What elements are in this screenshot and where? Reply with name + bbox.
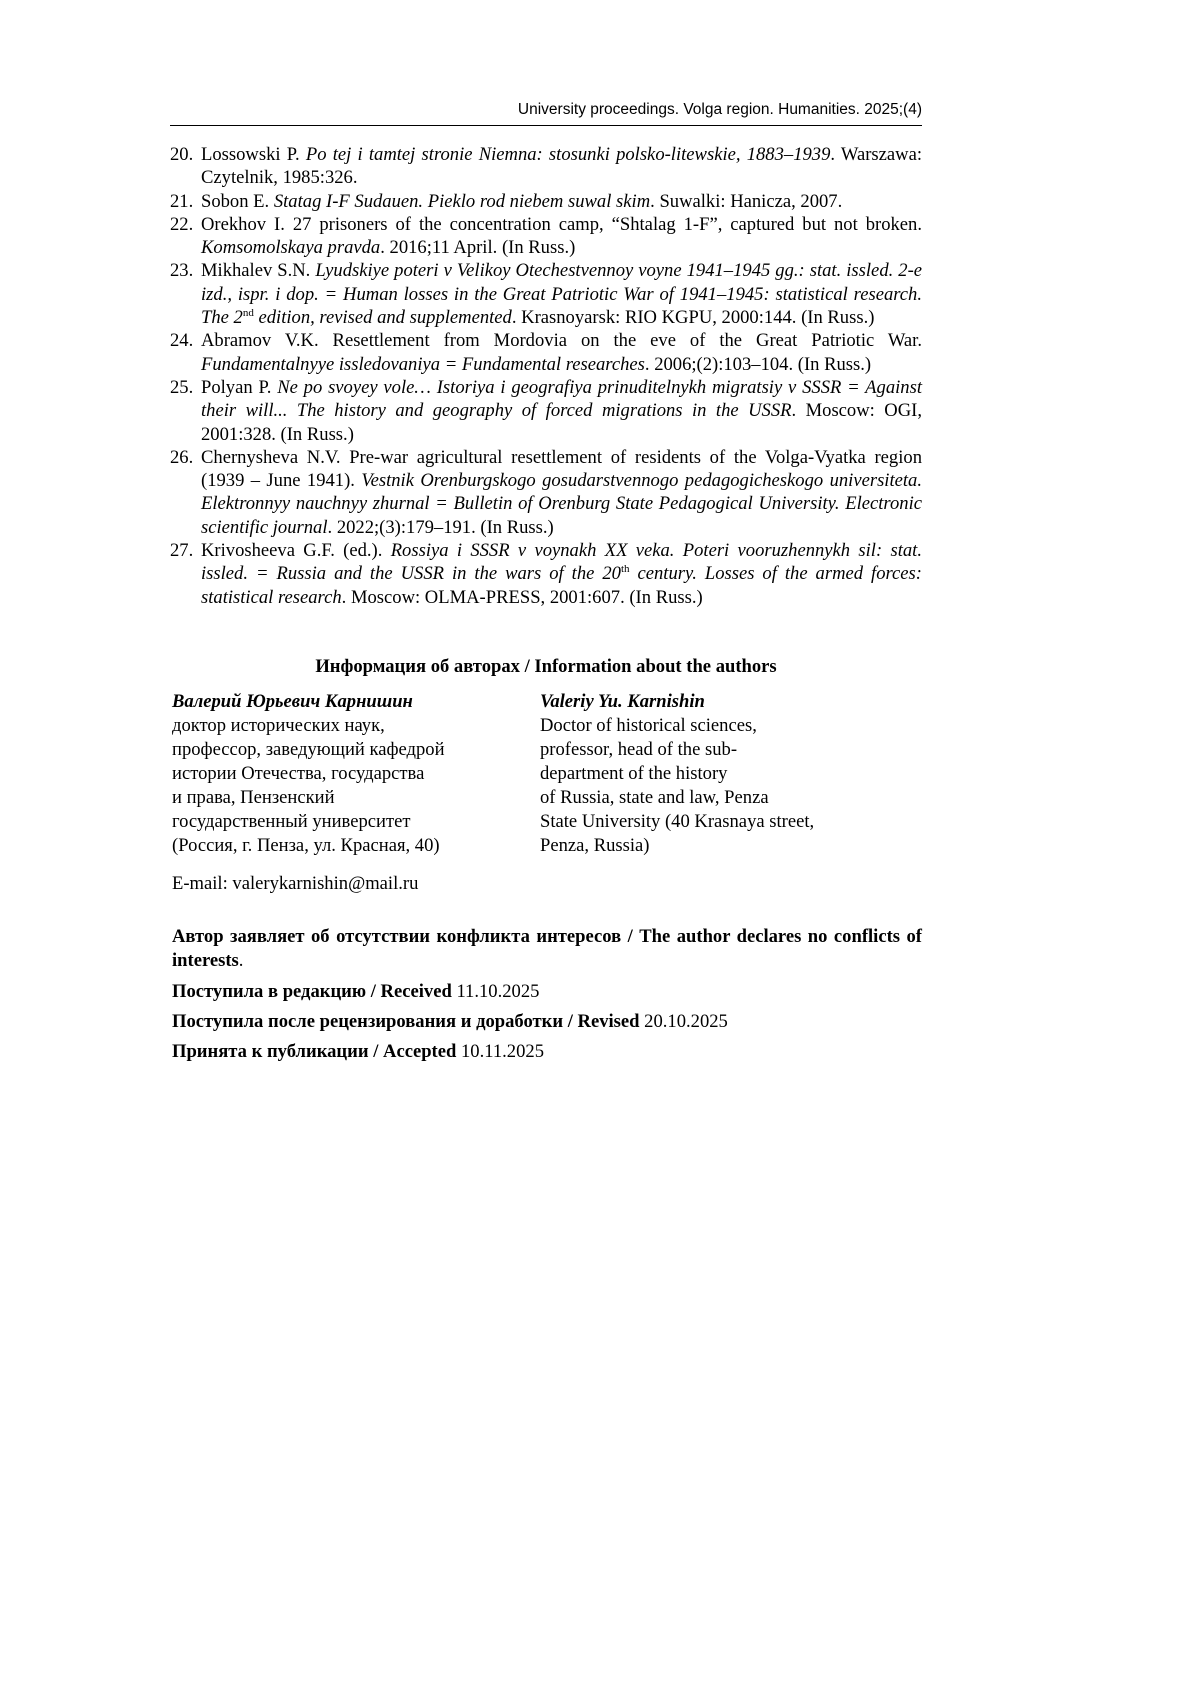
received-date: Поступила в редакцию / Received 11.10.2025 bbox=[172, 981, 540, 1002]
reference-item bbox=[170, 190, 922, 213]
reference-item bbox=[170, 376, 922, 446]
author-affiliation-line: и права, Пензенский bbox=[172, 787, 335, 808]
reference-number: 22. bbox=[170, 213, 194, 235]
reference-item bbox=[170, 329, 922, 376]
author-affiliation-line: State University (40 Krasnaya street, bbox=[540, 811, 815, 832]
author-affiliation-line: профессор, заведующий кафедрой bbox=[172, 739, 445, 760]
accepted-date: Принята к публикации / Accepted 10.11.2025 bbox=[172, 1041, 544, 1062]
reference-text: Polyan P. Ne po svoyey vole… Istoriya i geografiya prinuditelnykh migratsiy v SSSR = Against their will... The history and geography of forced migrations in the USSR. Moscow: OGI, 2001:328. (In Russ.) bbox=[201, 376, 922, 445]
author-affiliation-line: (Россия, г. Пенза, ул. Красная, 40) bbox=[172, 835, 440, 856]
authors-section-title: Информация об авторах / Information about the authors bbox=[315, 656, 777, 677]
reference-item bbox=[170, 259, 922, 329]
reference-number: 20. bbox=[170, 144, 194, 165]
revised-date: Поступила после рецензирования и доработки / Revised 20.10.2025 bbox=[172, 1011, 728, 1032]
reference-number: 25. bbox=[170, 376, 194, 398]
reference-number: 21. bbox=[170, 190, 194, 212]
reference-list bbox=[170, 143, 922, 609]
author-affiliation-line: доктор исторических наук, bbox=[172, 715, 385, 736]
author-affiliation-line: Doctor of historical sciences, bbox=[540, 715, 757, 736]
reference-text: Orekhov I. 27 prisoners of the concentration camp, “Shtalag 1-F”, captured but not broken. Komsomolskaya pravda. 2016;11 April. (In Russ.) bbox=[201, 213, 922, 259]
author-affiliation-line: государственный университет bbox=[172, 811, 411, 832]
author-email: E-mail: valerykarnishin@mail.ru bbox=[172, 873, 419, 894]
reference-text: Abramov V.K. Resettlement from Mordovia on the eve of the Great Patriotic War. Fundamentalnyye issledovaniya = Fundamental researches. 2006;(2):103–104. (In Russ.) bbox=[201, 330, 922, 375]
reference-number: 24. bbox=[170, 330, 194, 352]
author-info-ru bbox=[172, 690, 502, 858]
reference-text: Sobon E. Statag I-F Sudauen. Pieklo rod niebem suwal skim. Suwalki: Hanicza, 2007. bbox=[201, 190, 843, 212]
author-affiliation-line: professor, head of the sub- bbox=[540, 739, 738, 760]
reference-item bbox=[170, 446, 922, 539]
reference-number: 26. bbox=[170, 446, 194, 468]
reference-item bbox=[170, 213, 922, 260]
author-name-ru: Валерий Юрьевич Карнишин bbox=[172, 691, 413, 712]
author-affiliation-line: Penza, Russia) bbox=[540, 835, 650, 856]
author-affiliation-line: department of the history bbox=[540, 763, 728, 784]
reference-number: 23. bbox=[170, 260, 194, 282]
author-info-en bbox=[540, 690, 870, 858]
reference-item bbox=[170, 143, 922, 190]
reference-text: Mikhalev S.N. Lyudskiye poteri v Velikoy Otechestvennoy voyne 1941–1945 gg.: stat. issled. 2-e izd., ispr. i dop. = Human losses in the Great Patriotic War of 1941–1945: statistical research. The 2nd edition, revised and supplemented. Krasnoyarsk: RIO KGPU, 2000:144. (In Russ.) bbox=[201, 260, 923, 329]
reference-text: Lossowski P. Po tej i tamtej stronie Niemna: stosunki polsko-litewskie, 1883–1939. Warszawa: Czytelnik, 1985:326. bbox=[201, 144, 922, 189]
reference-text: Chernysheva N.V. Pre-war agricultural resettlement of residents of the Volga-Vyatka region (1939 – June 1941). Vestnik Orenburgskogo gosudarstvennogo pedagogicheskogo universiteta. Elektronnyy nauchnyy zhurnal = Bulletin of Orenburg State Pedagogical University. Electronic scientific journal. 2022;(3):179–191. (In Russ.) bbox=[201, 446, 922, 538]
running-header: University proceedings. Volga region. Humanities. 2025;(4) bbox=[517, 101, 922, 118]
reference-item bbox=[170, 539, 922, 609]
author-name-en: Valeriy Yu. Karnishin bbox=[540, 691, 705, 712]
author-affiliation-line: of Russia, state and law, Penza bbox=[540, 787, 769, 808]
author-affiliation-line: истории Отечества, государства bbox=[172, 763, 425, 784]
conflict-of-interest-statement: Автор заявляет об отсутствии конфликта интересов / The author declares no conflicts of interests. bbox=[172, 926, 922, 971]
header-divider bbox=[170, 125, 922, 126]
reference-text: Krivosheeva G.F. (ed.). Rossiya i SSSR v voynakh XX veka. Poteri vooruzhennykh sil: stat. issled. = Russia and the USSR in the wars of the 20th century. Losses of the armed forces: statistical research. Moscow: OLMA-PRESS, 2001:607. (In Russ.) bbox=[201, 540, 922, 608]
reference-number: 27. bbox=[170, 540, 194, 562]
